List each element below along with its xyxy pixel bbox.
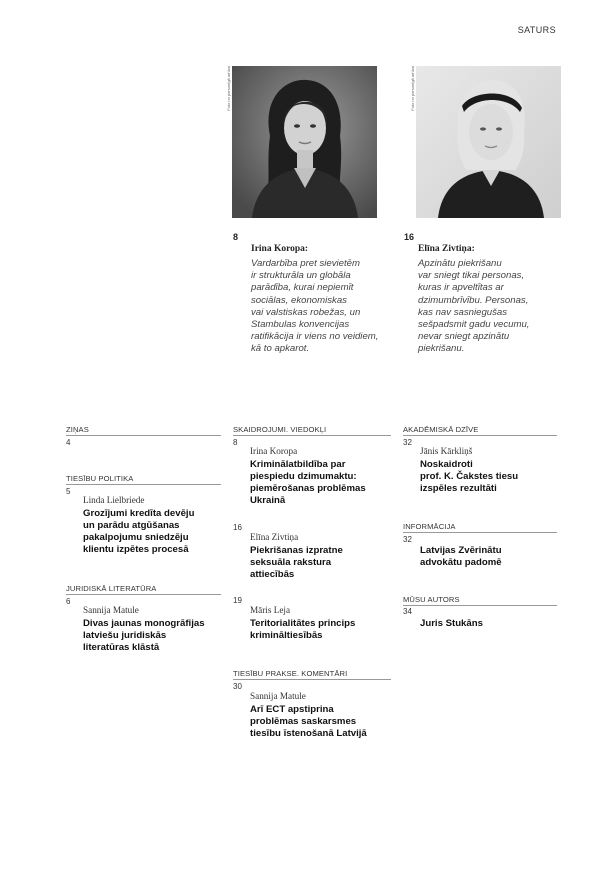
entry-page-number: 32 xyxy=(403,438,412,447)
quote-line: piekrišanu. xyxy=(418,343,465,355)
title-line: Juris Stukāns xyxy=(420,618,483,629)
quote-line: Apzinātu piekrišanu xyxy=(418,258,502,269)
title-line: Divas jaunas monogrāfijas xyxy=(83,618,205,629)
page-section-label: SATURS xyxy=(517,25,556,35)
section-divider xyxy=(233,679,391,680)
photo-credit: Foto no personīgā arhīva xyxy=(226,66,231,111)
quote-line: nevar sniegt apzinātu xyxy=(418,331,510,343)
title-line: prof. K. Čakstes tiesu xyxy=(420,471,519,483)
featured-page-number: 16 xyxy=(404,232,415,242)
title-line: Kriminālatbildība par xyxy=(250,459,346,470)
entry-page-number: 30 xyxy=(233,682,242,691)
entry-page-number: 8 xyxy=(233,438,238,447)
featured-author-name: Irina Koropa: xyxy=(251,244,309,254)
title-line: Latvijas Zvērinātu xyxy=(420,545,502,556)
quote-line: sešpadsmit gadu vecumu, xyxy=(418,319,530,331)
quote-line: kā to apkarot. xyxy=(251,343,310,355)
quote-line: sociālas, ekonomiskas xyxy=(251,294,347,306)
title-line: un parādu atgūšanas xyxy=(83,520,180,532)
author-photo-elina-zivtina xyxy=(416,66,561,218)
section-divider xyxy=(403,605,557,606)
entry-page-number: 16 xyxy=(233,523,242,532)
section-divider xyxy=(66,435,221,436)
entry-title[interactable] xyxy=(420,545,502,569)
title-line: piespiedu dzimumaktu: xyxy=(250,471,357,483)
entry-page-number: 19 xyxy=(233,596,242,605)
entry-author: Sannija Matule xyxy=(83,605,139,615)
quote-line: kuras ir apveltītas ar xyxy=(418,282,504,294)
section-divider xyxy=(66,594,221,595)
quote-line: vai valstiskas robežas, un xyxy=(251,306,361,318)
section-divider xyxy=(66,484,221,485)
title-line: attiecībās xyxy=(250,569,295,581)
entry-page-number: 6 xyxy=(66,597,71,606)
entry-author: Sannija Matule xyxy=(250,691,306,701)
entry-author: Elīna Zivtiņa xyxy=(250,532,299,542)
title-line: piemērošanas problēmas xyxy=(250,483,366,495)
section-heading-zinas: ZIŅAS xyxy=(66,425,89,434)
title-line: krimināltiesībās xyxy=(250,630,323,642)
portrait-image xyxy=(416,66,561,218)
section-heading-tiesibu-politika: TIESĪBU POLITIKA xyxy=(66,474,134,483)
featured-quote xyxy=(418,258,529,356)
title-line: Noskaidroti xyxy=(420,459,473,470)
entry-author: Jānis Kārkliņš xyxy=(420,446,473,456)
quote-line: dzimumbrīvību. Personas, xyxy=(418,294,529,306)
section-heading-musu-autors: MŪSU AUTORS xyxy=(403,595,460,604)
entry-title[interactable] xyxy=(420,618,483,630)
title-line: advokātu padomē xyxy=(420,557,502,569)
title-line: latviešu juridiskās xyxy=(83,630,167,642)
title-line: Ukrainā xyxy=(250,495,286,507)
featured-quote xyxy=(251,258,378,356)
section-divider xyxy=(403,435,557,436)
title-line: Arī ECT apstiprina xyxy=(250,704,334,715)
quote-line: parādība, kurai nepiemīt xyxy=(251,282,354,294)
section-heading-tiesibu-prakse-komentari: TIESĪBU PRAKSE. KOMENTĀRI xyxy=(233,669,348,678)
quote-line: ir strukturāla un globāla xyxy=(251,270,351,282)
entry-title[interactable] xyxy=(250,545,343,581)
entry-title[interactable] xyxy=(250,459,366,507)
featured-author-name: Elīna Zivtiņa: xyxy=(418,244,475,254)
entry-title[interactable] xyxy=(250,618,355,642)
title-line: pakalpojumu sniedzēju xyxy=(83,532,189,544)
photo-credit: Foto no personīgā arhīva xyxy=(410,66,415,111)
title-line: seksuāla rakstura xyxy=(250,557,332,569)
section-heading-skaidrojumi-viedokli: SKAIDROJUMI. VIEDOKĻI xyxy=(233,425,327,434)
entry-page-number: 5 xyxy=(66,487,71,496)
title-line: izspēles rezultāti xyxy=(420,483,497,495)
entry-title[interactable] xyxy=(83,508,194,556)
entry-author: Irina Koropa xyxy=(250,446,298,456)
entry-title[interactable] xyxy=(250,704,367,740)
title-line: klientu izpētes procesā xyxy=(83,544,189,556)
title-line: literatūras klāstā xyxy=(83,642,160,654)
quote-line: ratifikācija ir viens no veidiem, xyxy=(251,331,379,343)
quote-line: kas nav sasniegušas xyxy=(418,306,508,318)
title-line: problēmas saskarsmes xyxy=(250,716,357,728)
author-photo-irina-koropa xyxy=(232,66,377,218)
section-divider xyxy=(233,435,391,436)
portrait-image xyxy=(232,66,377,218)
section-heading-informacija: INFORMĀCIJA xyxy=(403,522,456,531)
entry-author: Linda Lielbriede xyxy=(83,495,145,505)
section-divider xyxy=(403,532,557,533)
title-line: tiesību īstenošanā Latvijā xyxy=(250,728,367,740)
section-heading-juridiska-literatura: JURIDISKĀ LITERATŪRA xyxy=(66,584,157,593)
title-line: Piekrišanas izpratne xyxy=(250,545,343,556)
entry-author: Māris Leja xyxy=(250,605,291,615)
entry-title[interactable] xyxy=(83,618,205,654)
featured-page-number: 8 xyxy=(233,232,239,242)
quote-line: Stambulas konvencijas xyxy=(251,319,350,331)
title-line: Teritorialitātes princips xyxy=(250,618,356,629)
section-heading-akademiska-dzive: AKADĒMISKĀ DZĪVE xyxy=(403,425,479,434)
quote-line: var sniegt tikai personas, xyxy=(418,270,525,282)
entry-page-number: 34 xyxy=(403,607,412,616)
title-line: Grozījumi kredīta devēju xyxy=(83,508,195,519)
entry-page-number: 4 xyxy=(66,438,71,447)
entry-page-number: 32 xyxy=(403,535,412,544)
entry-title[interactable] xyxy=(420,459,518,495)
quote-line: Vardarbība pret sievietēm xyxy=(251,258,360,269)
